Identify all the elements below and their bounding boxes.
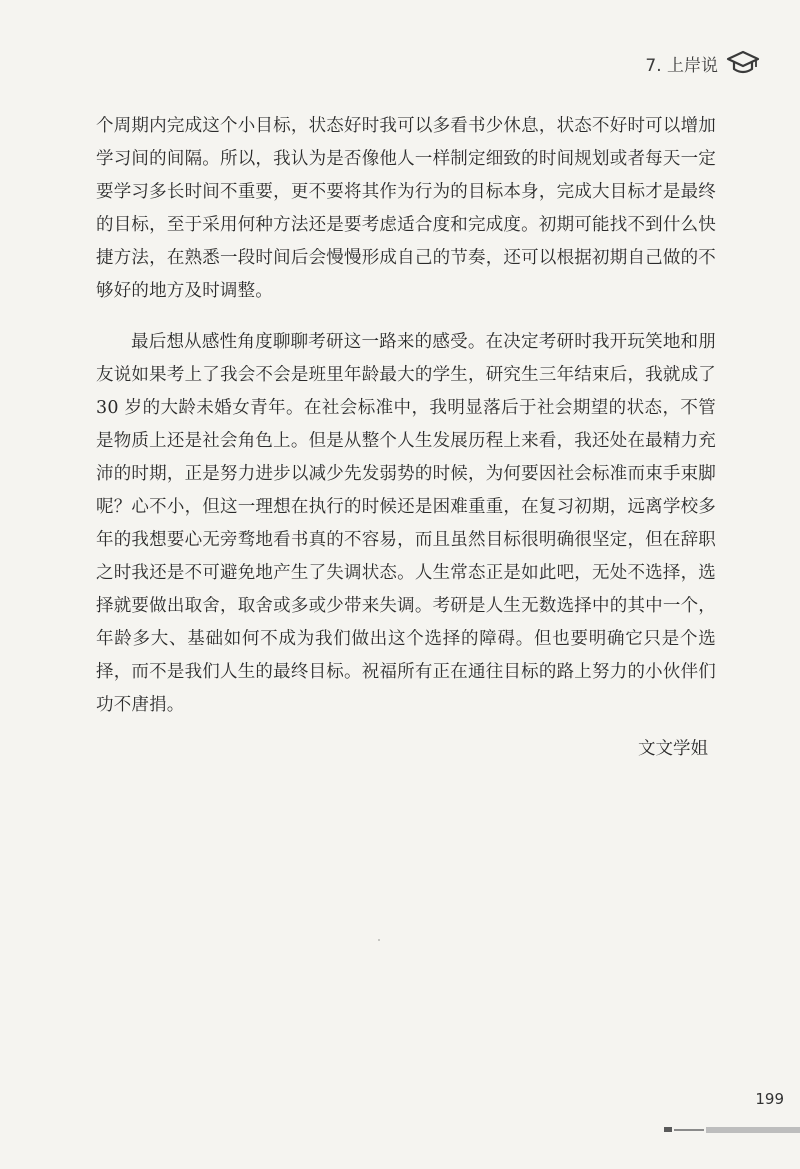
paragraph-1 — [96, 110, 716, 308]
paragraph-text: 个周期内完成这个小目标，状态好时我可以多看书少休息，状态不好时可以增加学习间的间隔。所以，我认为是否像他人一样制定细致的时间规划或者每天一定要学习多长时间不重要，更不要将其作为行为的目标本身，完成大目标才是最终的目标，至于采用何种方法还是要考虑适合度和完成度。初期可能找不到什么快捷方法，在熟悉一段时间后会慢慢形成自己的节奏，还可以根据初期自己做的不够好的地方及时调整。 — [96, 116, 716, 301]
graduation-cap-icon — [726, 50, 760, 76]
author-signature: 文文学姐 — [638, 739, 708, 759]
footer-bar-dark-segment — [664, 1127, 672, 1132]
footer-decoration — [664, 1125, 800, 1135]
chapter-title: 7. 上岸说 — [645, 55, 718, 76]
page-number: 199 — [755, 1090, 784, 1108]
paragraph-2 — [96, 326, 716, 722]
paragraph-text: 最后想从感性角度聊聊考研这一路来的感受。在决定考研时我开玩笑地和朋友说如果考上了我会不会是班里年龄最大的学生，研究生三年结束后，我就成了 30 岁的大龄未婚女青年。在社会标准中，我明显落后于社会期望的状态，不管是物质上还是社会角色上。但是从整个人生发展历程上来看，我还处在最精力充沛的时期，正是努力进步以减少先发弱势的时候，为何要因社会标准而束手束脚呢？心不小，但这一理想在执行的时候还是困难重重，在复习初期，远离学校多年的我想要心无旁骛地看书真的不容易，而且虽然目标很明确很坚定，但在辞职之时我还是不可避免地产生了失调状态。人生常态正是如此吧，无处不选择，选择就要做出取舍，取舍或多或少带来失调。考研是人生无数选择中的其中一个，年龄多大、基础如何不成为我们做出这个选择的障碍。但也要明确它只是个选择，而不是我们人生的最终目标。祝福所有正在通往目标的路上努力的小伙伴们功不唐捐。 — [96, 332, 716, 715]
running-header — [645, 50, 760, 76]
footer-bar-gray-segment — [706, 1127, 800, 1133]
print-speck — [378, 939, 380, 941]
footer-bar-line-segment — [674, 1129, 704, 1131]
